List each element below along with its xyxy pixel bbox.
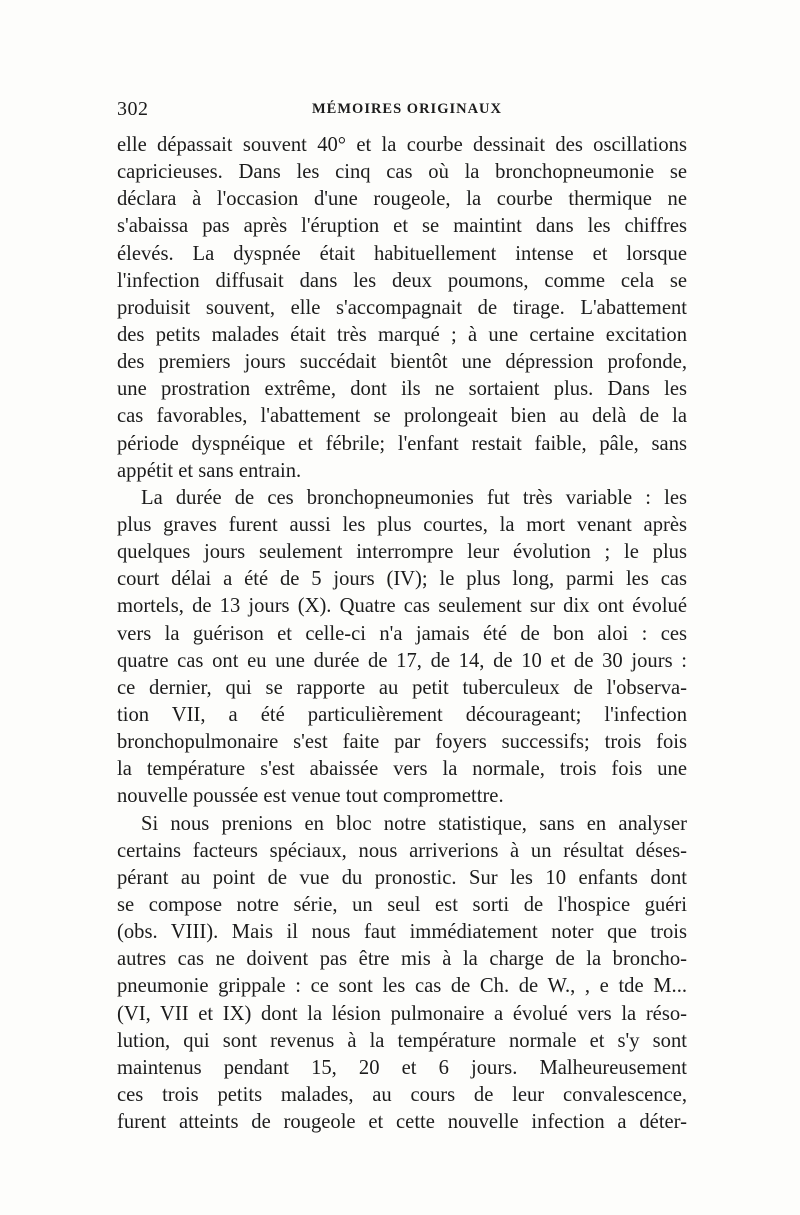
body-text (117, 132, 687, 1136)
paragraph-end-line: appétit et sans entrain. (117, 459, 302, 482)
text-line: période dyspnéique et fébrile; l'enfant restait faible, pâle, sans (117, 432, 687, 455)
text-line: l'infection diffusait dans les deux poumons, comme cela se (117, 269, 687, 292)
text-line: produisit souvent, elle s'accompagnait de tirage. L'abattement (117, 296, 687, 319)
text-line: déclara à l'occasion d'une rougeole, la courbe thermique ne (117, 188, 687, 211)
paragraph-start-line: Si nous prenions en bloc notre statistique, sans en analyser (141, 812, 687, 835)
text-line: ces trois petits malades, au cours de leur convalescence, (117, 1083, 687, 1106)
text-line: lution, qui sont revenus à la température normale et s'y sont (117, 1029, 687, 1052)
text-line: certains facteurs spéciaux, nous arriverions à un résultat déses- (117, 839, 687, 862)
text-line: s'abaissa pas après l'éruption et se maintint dans les chiffres (117, 215, 687, 238)
text-line: ce dernier, qui se rapporte au petit tuberculeux de l'observa- (117, 676, 687, 699)
text-line: des petits malades était très marqué ; à une certaine excitation (117, 323, 687, 346)
text-line: vers la guérison et celle-ci n'a jamais été de bon aloi : ces (117, 622, 687, 645)
text-line: quelques jours seulement interrompre leur évolution ; le plus (117, 541, 687, 564)
text-line: se compose notre série, un seul est sorti de l'hospice guéri (117, 893, 687, 916)
text-line: tion VII, a été particulièrement décourageant; l'infection (117, 703, 687, 726)
text-line: capricieuses. Dans les cinq cas où la bronchopneumonie se (117, 161, 687, 184)
text-line: pérant au point de vue du pronostic. Sur les 10 enfants dont (117, 866, 687, 889)
text-line: autres cas ne doivent pas être mis à la charge de la broncho- (117, 948, 687, 971)
text-line: elle dépassait souvent 40° et la courbe dessinait des oscillations (117, 134, 687, 156)
text-line: une prostration extrême, dont ils ne sortaient plus. Dans les (117, 378, 687, 401)
paragraph-start-line: La durée de ces bronchopneumonies fut très variable : les (141, 486, 687, 509)
text-line: plus graves furent aussi les plus courtes, la mort venant après (117, 513, 687, 536)
running-head (117, 98, 687, 122)
text-line: cas favorables, l'abattement se prolongeait bien au delà de la (117, 405, 687, 428)
page-number: 302 (117, 98, 149, 120)
text-line: (VI, VII et IX) dont la lésion pulmonaire a évolué vers la réso- (117, 1002, 687, 1025)
paragraph-end-line: nouvelle poussée est venue tout compromettre. (117, 785, 504, 808)
text-line: quatre cas ont eu une durée de 17, de 14, de 10 et de 30 jours : (117, 649, 687, 672)
text-line: bronchopulmonaire s'est faite par foyers successifs; trois fois (117, 731, 687, 754)
running-title: MÉMOIRES ORIGINAUX (312, 101, 502, 117)
text-line: maintenus pendant 15, 20 et 6 jours. Malheureusement (117, 1056, 687, 1079)
text-line: la température s'est abaissée vers la normale, trois fois une (117, 758, 687, 781)
text-line: furent atteints de rougeole et cette nouvelle infection a déter- (117, 1111, 687, 1134)
text-line: des premiers jours succédait bientôt une dépression profonde, (117, 351, 687, 374)
text-line: mortels, de 13 jours (X). Quatre cas seulement sur dix ont évolué (117, 595, 687, 618)
text-line: (obs. VIII). Mais il nous faut immédiatement noter que trois (117, 921, 687, 944)
text-line: élevés. La dyspnée était habituellement intense et lorsque (117, 242, 687, 265)
text-line: pneumonie grippale : ce sont les cas de Ch. de W., , e tde M... (117, 975, 687, 998)
text-line: court délai a été de 5 jours (IV); le plus long, parmi les cas (117, 568, 687, 591)
